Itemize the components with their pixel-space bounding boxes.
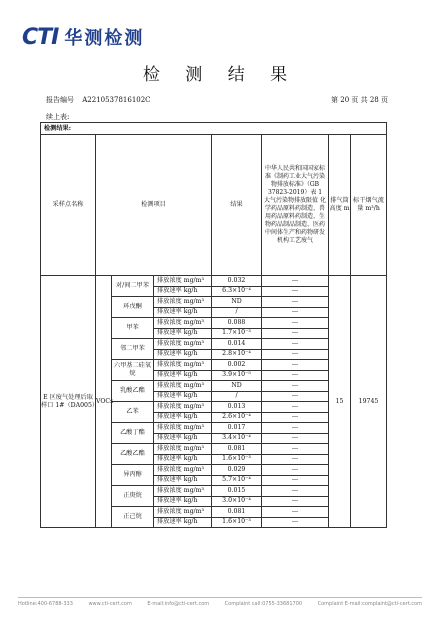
- result-cell: 0.081: [212, 507, 262, 518]
- limit-cell: ---: [262, 517, 329, 528]
- limit-cell: ---: [262, 286, 329, 297]
- compound-name-cell: 邻二甲苯: [112, 339, 154, 360]
- column-item: 检测项目: [96, 135, 212, 276]
- logo-mark: CTI: [22, 24, 59, 50]
- parameter-cell: 排放速率 kg/h: [154, 328, 212, 339]
- parameter-cell: 排放浓度 mg/m³: [154, 360, 212, 371]
- limit-cell: ---: [262, 496, 329, 507]
- parameter-cell: 排放浓度 mg/m³: [154, 486, 212, 497]
- company-logo: [22, 24, 144, 50]
- parameter-cell: 排放浓度 mg/m³: [154, 297, 212, 308]
- parameter-cell: 排放浓度 mg/m³: [154, 276, 212, 287]
- results-table: [40, 122, 387, 528]
- limit-cell: ---: [262, 444, 329, 455]
- compound-name-cell: 异丙醇: [112, 465, 154, 486]
- limit-cell: ---: [262, 465, 329, 476]
- parameter-cell: 排放浓度 mg/m³: [154, 318, 212, 329]
- limit-cell: ---: [262, 339, 329, 350]
- page-indicator: 第 20 页 共 28 页: [331, 96, 388, 104]
- result-cell: 2.6×10⁻⁴: [212, 412, 262, 423]
- compound-name-cell: 正己烷: [112, 507, 154, 528]
- limit-cell: ---: [262, 328, 329, 339]
- result-cell: ND: [212, 297, 262, 308]
- result-cell: 3.4×10⁻⁴: [212, 433, 262, 444]
- limit-cell: ---: [262, 433, 329, 444]
- result-cell: 1.6×10⁻³: [212, 517, 262, 528]
- limit-cell: ---: [262, 475, 329, 486]
- result-cell: 0.029: [212, 465, 262, 476]
- limit-cell: ---: [262, 276, 329, 287]
- limit-cell: ---: [262, 507, 329, 518]
- result-cell: 1.7×10⁻³: [212, 328, 262, 339]
- limit-cell: ---: [262, 391, 329, 402]
- compound-name-cell: 乙酸乙酯: [112, 444, 154, 465]
- stack-height-cell: 15: [329, 276, 351, 528]
- result-cell: 0.088: [212, 318, 262, 329]
- compound-name-cell: 正庚烷: [112, 486, 154, 507]
- result-cell: 0.013: [212, 402, 262, 413]
- limit-cell: ---: [262, 297, 329, 308]
- compound-name-cell: 对/间二甲苯: [112, 276, 154, 297]
- parameter-cell: 排放速率 kg/h: [154, 349, 212, 360]
- limit-cell: ---: [262, 381, 329, 392]
- footer-complaint-call: Complaint call:0755-33681700: [224, 601, 303, 607]
- column-height: 排气筒高度 m: [329, 135, 351, 276]
- result-cell: 1.6×10⁻³: [212, 454, 262, 465]
- page-title: 检 测 结 果: [142, 65, 298, 85]
- limit-cell: ---: [262, 318, 329, 329]
- column-result: 结果: [212, 135, 262, 276]
- table-row: [41, 276, 387, 287]
- parameter-cell: 排放速率 kg/h: [154, 370, 212, 381]
- results-label: 检测结果:: [41, 123, 387, 135]
- parameter-cell: 排放浓度 mg/m³: [154, 423, 212, 434]
- compound-name-cell: 甲苯: [112, 318, 154, 339]
- limit-cell: ---: [262, 423, 329, 434]
- footer-web: www.cti-cert.com: [88, 601, 132, 607]
- result-cell: /: [212, 391, 262, 402]
- parameter-cell: 排放浓度 mg/m³: [154, 402, 212, 413]
- results-table-container: [40, 122, 386, 528]
- column-standard: 中华人民共和国国家标准《制药工业大气污染物排放标准》（GB 37823-2019）表 1 大气污染物排放限值 化学药品原料药制造、兽用药品原料药制造、生物药品制品制造、医药中间体生产和药物研发机构工艺废气: [262, 135, 329, 276]
- limit-cell: ---: [262, 486, 329, 497]
- parameter-cell: 排放速率 kg/h: [154, 517, 212, 528]
- parameter-cell: 排放速率 kg/h: [154, 433, 212, 444]
- parameter-cell: 排放浓度 mg/m³: [154, 339, 212, 350]
- result-cell: ND: [212, 381, 262, 392]
- result-cell: 0.017: [212, 423, 262, 434]
- compound-name-cell: 六甲基二硅氧烷: [112, 360, 154, 381]
- compound-name-cell: 环戊酮: [112, 297, 154, 318]
- parameter-cell: 排放浓度 mg/m³: [154, 381, 212, 392]
- footer-email: E-mail:info@cti-cert.com: [147, 601, 210, 607]
- result-cell: 0.015: [212, 486, 262, 497]
- column-flow: 标干烟气流量 m³/h: [351, 135, 387, 276]
- limit-cell: ---: [262, 402, 329, 413]
- result-cell: /: [212, 307, 262, 318]
- limit-cell: ---: [262, 370, 329, 381]
- footer-complaint-email: Complaint E-mail:complaint@cti-cert.com: [317, 601, 422, 607]
- limit-cell: ---: [262, 454, 329, 465]
- footer: [18, 597, 422, 607]
- result-cell: 0.002: [212, 360, 262, 371]
- limit-cell: ---: [262, 349, 329, 360]
- report-number-value: A2210537816102C: [82, 96, 151, 104]
- result-cell: 2.8×10⁻⁴: [212, 349, 262, 360]
- sample-point-cell: E 区废气处理后取样口 1#（DA005）: [41, 276, 96, 528]
- result-cell: 0.081: [212, 444, 262, 455]
- continued-label: 续上表:: [46, 113, 70, 121]
- limit-cell: ---: [262, 412, 329, 423]
- footer-hotline: Hotline:400-6788-333: [18, 601, 73, 607]
- limit-cell: ---: [262, 360, 329, 371]
- compound-name-cell: 乳酸乙酯: [112, 381, 154, 402]
- logo-chinese-name: 华测检测: [64, 28, 145, 49]
- result-cell: 0.032: [212, 276, 262, 287]
- voc-group-cell: VOCs: [96, 276, 112, 528]
- parameter-cell: 排放速率 kg/h: [154, 412, 212, 423]
- report-number: [46, 95, 157, 105]
- result-cell: 3.0×10⁻⁴: [212, 496, 262, 507]
- parameter-cell: 排放速率 kg/h: [154, 475, 212, 486]
- parameter-cell: 排放速率 kg/h: [154, 391, 212, 402]
- column-sample-point: 采样点名称: [41, 135, 96, 276]
- report-number-label: 报告编号: [46, 96, 74, 104]
- parameter-cell: 排放速率 kg/h: [154, 454, 212, 465]
- limit-cell: ---: [262, 307, 329, 318]
- result-cell: 5.7×10⁻⁴: [212, 475, 262, 486]
- parameter-cell: 排放速率 kg/h: [154, 496, 212, 507]
- parameter-cell: 排放浓度 mg/m³: [154, 507, 212, 518]
- flow-rate-cell: 19745: [351, 276, 387, 528]
- compound-name-cell: 乙酸丁酯: [112, 423, 154, 444]
- result-cell: 0.014: [212, 339, 262, 350]
- parameter-cell: 排放浓度 mg/m³: [154, 465, 212, 476]
- parameter-cell: 排放浓度 mg/m³: [154, 444, 212, 455]
- parameter-cell: 排放速率 kg/h: [154, 286, 212, 297]
- compound-name-cell: 乙苯: [112, 402, 154, 423]
- parameter-cell: 排放速率 kg/h: [154, 307, 212, 318]
- result-cell: 3.9×10⁻⁵: [212, 370, 262, 381]
- result-cell: 6.3×10⁻⁴: [212, 286, 262, 297]
